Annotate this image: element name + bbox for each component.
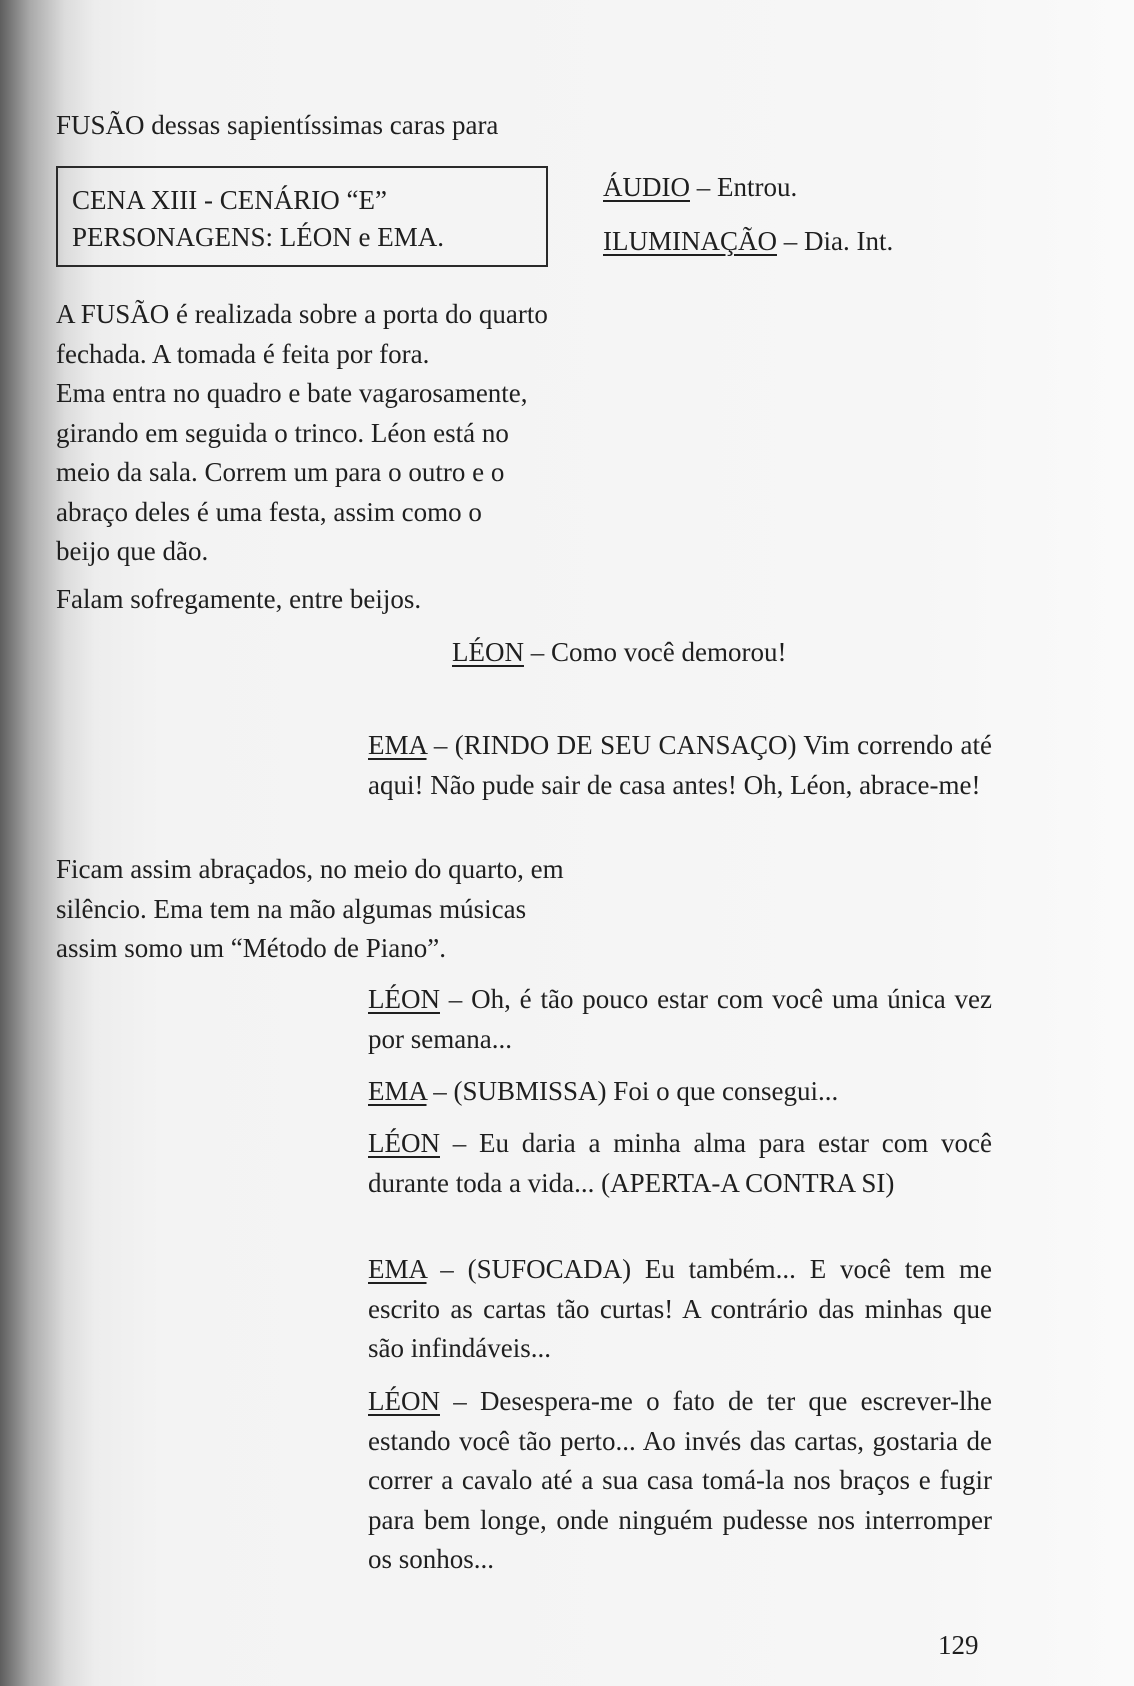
text-line: A FUSÃO é realizada sobre a porta do quarto [56,299,548,329]
lighting-text: – Dia. Int. [776,226,894,256]
dialogue-ema-3 [368,1250,992,1369]
dialogue-text: – (SUBMISSA) Foi o que consegui... [426,1076,839,1106]
stage-direction-2: Falam sofregamente, entre beijos. [56,584,422,614]
audio-text: – Entrou. [690,172,798,202]
text-line: girando em seguida o trinco. Léon está no [56,417,509,448]
intro-line: FUSÃO dessas sapientíssimas caras para [56,110,499,140]
lighting-label: ILUMINAÇÃO [603,226,777,256]
dialogue-text: – Como você demorou! [523,637,787,667]
text-line: abraço deles é uma festa, assim como o [56,496,482,527]
text-line: beijo que dão. [56,536,209,566]
lighting-cue [603,222,893,262]
text-line: meio da sala. Correm um para o outro e o [56,457,505,487]
dialogue-leon-3 [368,1124,992,1203]
speaker-name: EMA [368,1254,427,1284]
stage-direction-3 [56,850,564,969]
text-line: silêncio. Ema tem na mão algumas músicas [56,893,527,924]
text-line: assim somo um “Método de Piano”. [56,933,446,963]
page-number: 129 [938,1630,979,1660]
text-line: fechada. A tomada é feita por fora. [56,338,430,369]
dialogue-text: – Eu daria a minha alma para estar com você durante toda a vida... (APERTA-A CONTRA SI) [368,1128,992,1198]
speaker-name: LÉON [368,1386,440,1416]
audio-label: ÁUDIO [603,172,690,202]
speaker-name: EMA [368,1076,427,1106]
dialogue-leon-1 [452,633,786,673]
speaker-name: EMA [368,730,427,760]
text-line: Ema entra no quadro e bate vagarosamente, [56,378,528,408]
dialogue-leon-4 [368,1382,992,1580]
stage-direction-1 [56,295,548,572]
scene-title: CENA XIII - CENÁRIO “E” [72,185,387,215]
dialogue-text: – Desespera-me o fato de ter que escrever-lhe estando você tão perto... Ao invés das cartas, gostaria de correr a cavalo até a sua casa tomá-la nos braços e fugir para bem longe, onde ninguém pudesse nos interromper os sonhos... [368,1386,992,1574]
text-line: Ficam assim abraçados, no meio do quarto, em [56,854,564,884]
speaker-name: LÉON [368,984,440,1014]
dialogue-text: – (RINDO DE SEU CANSAÇO) Vim correndo até aqui! Não pude sair de casa antes! Oh, Léon, abrace-me! [368,730,992,800]
dialogue-ema-1 [368,726,992,805]
dialogue-text: – Oh, é tão pouco estar com você uma única vez por semana... [368,984,992,1054]
dialogue-text: – (SUFOCADA) Eu também... E você tem me escrito as cartas tão curtas! A contrário das minhas que são infindáveis... [368,1254,992,1363]
audio-cue [603,168,797,208]
scene-characters: PERSONAGENS: LÉON e EMA. [72,222,445,252]
scene-heading-box [56,166,548,267]
dialogue-leon-2 [368,980,992,1059]
speaker-name: LÉON [368,1128,440,1158]
dialogue-ema-2 [368,1072,992,1112]
speaker-name: LÉON [452,637,524,667]
